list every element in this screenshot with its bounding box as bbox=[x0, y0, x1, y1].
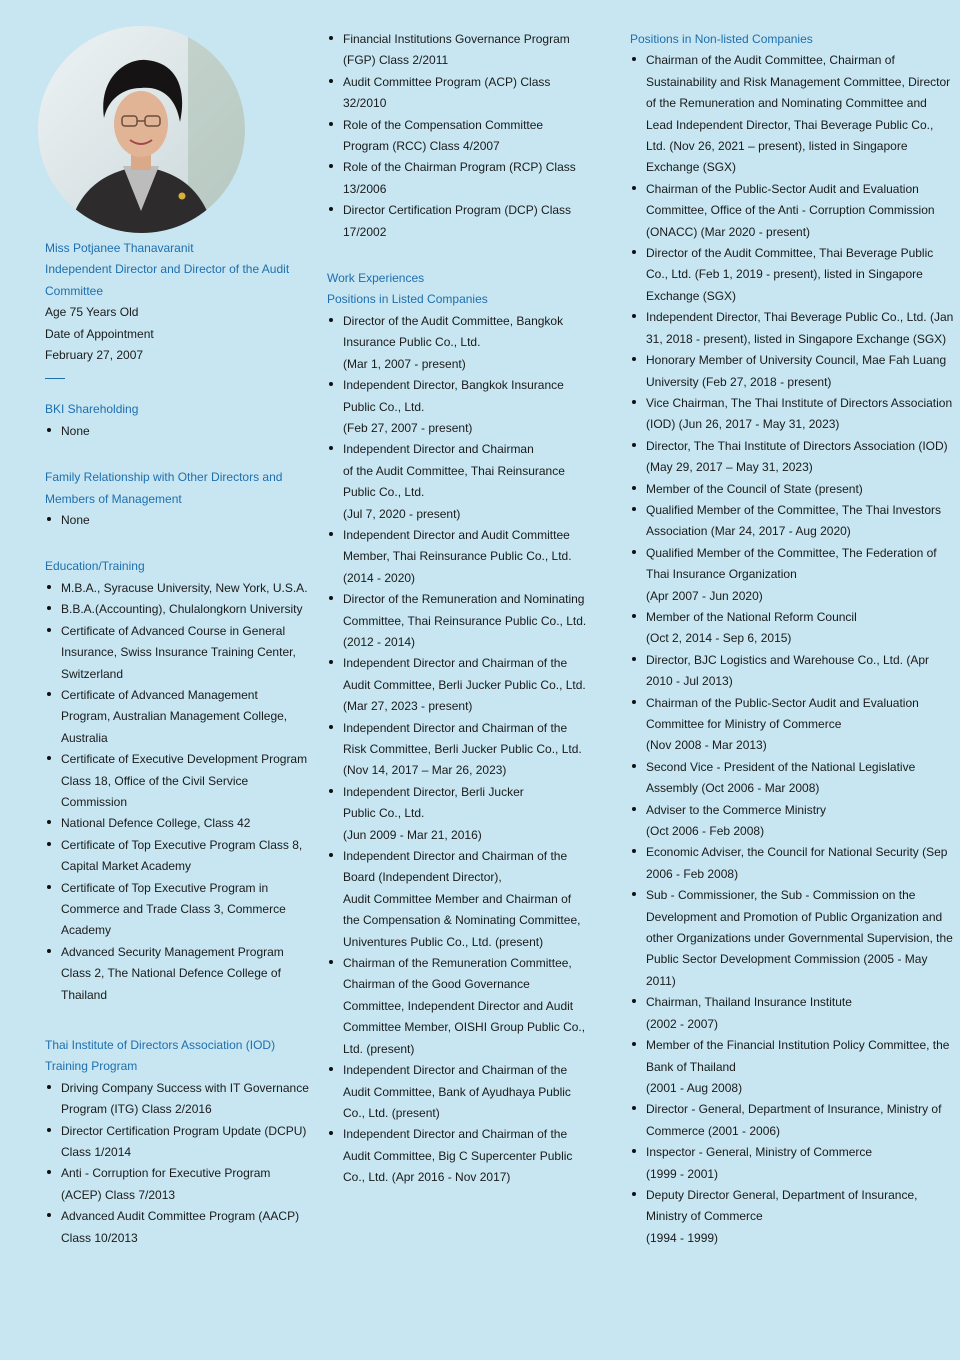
listed-positions-list bbox=[327, 311, 589, 1189]
director-position: Independent Director and Director of the Audit Committee bbox=[45, 262, 290, 298]
list-item: M.B.A., Syracuse University, New York, U.S.A. bbox=[45, 578, 310, 599]
list-item: Role of the Chairman Program (RCP) Class 13/2006 bbox=[327, 157, 589, 200]
list-item: Member of the National Reform Council (Oct 2, 2014 - Sep 6, 2015) bbox=[630, 607, 956, 650]
list-item: Second Vice - President of the National Legislative Assembly (Oct 2006 - Mar 2008) bbox=[630, 757, 956, 800]
list-item: Independent Director and Chairman of the Audit Committee, Thai Reinsurance Public Co., Ltd. (Jul 7, 2020 - present) bbox=[327, 439, 589, 525]
left-column bbox=[45, 0, 310, 1249]
list-item: National Defence College, Class 42 bbox=[45, 813, 310, 834]
list-item: Independent Director, Berli Jucker Public Co., Ltd. (Jun 2009 - Mar 21, 2016) bbox=[327, 782, 589, 846]
list-item: None bbox=[45, 510, 310, 531]
right-column bbox=[630, 29, 956, 1249]
list-item: Chairman of the Public-Sector Audit and Evaluation Committee for Ministry of Commerce (Nov 2008 - Mar 2013) bbox=[630, 693, 956, 757]
list-item: Audit Committee Program (ACP) Class 32/2010 bbox=[327, 72, 589, 115]
list-item: Advanced Audit Committee Program (AACP) Class 10/2013 bbox=[45, 1206, 310, 1249]
appointment-date: February 27, 2007 bbox=[45, 348, 144, 363]
list-item: Inspector - General, Ministry of Commerce (1999 - 2001) bbox=[630, 1142, 956, 1185]
education-heading: Education/Training bbox=[45, 559, 145, 574]
list-item: Independent Director and Chairman of the Audit Committee, Berli Jucker Public Co., Ltd. (Mar 27, 2023 - present) bbox=[327, 653, 589, 717]
list-item: Economic Adviser, the Council for National Security (Sep 2006 - Feb 2008) bbox=[630, 842, 956, 885]
list-item: Independent Director and Chairman of the Audit Committee, Bank of Ayudhaya Public Co., Ltd. (present) bbox=[327, 1060, 589, 1124]
list-item: Independent Director and Chairman of the Risk Committee, Berli Jucker Public Co., Ltd. (Nov 14, 2017 – Mar 26, 2023) bbox=[327, 718, 589, 782]
director-age: Age 75 Years Old bbox=[45, 305, 139, 320]
list-item: Independent Director and Chairman of the Audit Committee, Big C Supercenter Public Co., Ltd. (Apr 2016 - Nov 2017) bbox=[327, 1124, 589, 1188]
iod-list bbox=[45, 1078, 310, 1249]
list-item: Qualified Member of the Committee, The Thai Investors Association (Mar 24, 2017 - Aug 2020) bbox=[630, 500, 956, 543]
list-item: B.B.A.(Accounting), Chulalongkorn University bbox=[45, 599, 310, 620]
list-item: Director, The Thai Institute of Directors Association (IOD) (May 29, 2017 – May 31, 2023) bbox=[630, 436, 956, 479]
list-item: Director of the Audit Committee, Thai Beverage Public Co., Ltd. (Feb 1, 2019 - present), listed in Singapore Exchange (SGX) bbox=[630, 243, 956, 307]
list-item: Qualified Member of the Committee, The Federation of Thai Insurance Organization (Apr 2007 - Jun 2020) bbox=[630, 543, 956, 607]
nonlisted-positions-list bbox=[630, 50, 956, 1249]
list-item: Independent Director, Bangkok Insurance Public Co., Ltd. (Feb 27, 2007 - present) bbox=[327, 375, 589, 439]
list-item: Driving Company Success with IT Governance Program (ITG) Class 2/2016 bbox=[45, 1078, 310, 1121]
listed-heading: Positions in Listed Companies bbox=[327, 292, 488, 307]
section-divider bbox=[45, 378, 65, 379]
iod-list-continued bbox=[327, 29, 589, 243]
director-name: Miss Potjanee Thanavaranit bbox=[45, 241, 194, 255]
middle-column bbox=[327, 29, 589, 1189]
list-item: None bbox=[45, 421, 310, 442]
shareholding-list bbox=[45, 421, 310, 442]
list-item: Director, BJC Logistics and Warehouse Co., Ltd. (Apr 2010 - Jul 2013) bbox=[630, 650, 956, 693]
appointment-label: Date of Appointment bbox=[45, 326, 154, 341]
nonlisted-heading: Positions in Non-listed Companies bbox=[630, 32, 813, 46]
list-item: Director Certification Program Update (DCPU) Class 1/2014 bbox=[45, 1121, 310, 1164]
list-item: Deputy Director General, Department of Insurance, Ministry of Commerce (1994 - 1999) bbox=[630, 1185, 956, 1249]
list-item: Independent Director and Chairman of the Board (Independent Director), Audit Committee Member and Chairman of the Compensation & Nominating Committee, Univentures Public Co., Ltd. (present) bbox=[327, 846, 589, 953]
list-item: Director of the Audit Committee, Bangkok Insurance Public Co., Ltd. (Mar 1, 2007 - present) bbox=[327, 311, 589, 375]
list-item: Advanced Security Management Program Class 2, The National Defence College of Thailand bbox=[45, 942, 310, 1006]
iod-heading: Thai Institute of Directors Association (IOD) Training Program bbox=[45, 1038, 276, 1074]
list-item: Independent Director, Thai Beverage Public Co., Ltd. (Jan 31, 2018 - present), listed in Singapore Exchange (SGX) bbox=[630, 307, 956, 350]
list-item: Honorary Member of University Council, Mae Fah Luang University (Feb 27, 2018 - present) bbox=[630, 350, 956, 393]
list-item: Certificate of Executive Development Program Class 18, Office of the Civil Service Commission bbox=[45, 749, 310, 813]
list-item: Certificate of Top Executive Program in Commerce and Trade Class 3, Commerce Academy bbox=[45, 878, 310, 942]
list-item: Director Certification Program (DCP) Class 17/2002 bbox=[327, 200, 589, 243]
list-item: Director of the Remuneration and Nominating Committee, Thai Reinsurance Public Co., Ltd. (2012 - 2014) bbox=[327, 589, 589, 653]
list-item: Role of the Compensation Committee Program (RCC) Class 4/2007 bbox=[327, 115, 589, 158]
family-heading: Family Relationship with Other Directors and Members of Management bbox=[45, 470, 283, 506]
list-item: Chairman of the Audit Committee, Chairman of Sustainability and Risk Management Committee, Director of the Remuneration and Nominating Committee and Lead Independent Director, Thai Beverage Public Co., Ltd. (Nov 26, 2021 – present), listed in Singapore Exchange (SGX) bbox=[630, 50, 956, 178]
list-item: Independent Director and Audit Committee Member, Thai Reinsurance Public Co., Ltd. (2014 - 2020) bbox=[327, 525, 589, 589]
family-list bbox=[45, 510, 310, 531]
list-item: Chairman of the Remuneration Committee, Chairman of the Good Governance Committee, Independent Director and Audit Committee Member, OISHI Group Public Co., Ltd. (present) bbox=[327, 953, 589, 1060]
list-item: Director - General, Department of Insurance, Ministry of Commerce (2001 - 2006) bbox=[630, 1099, 956, 1142]
list-item: Certificate of Top Executive Program Class 8, Capital Market Academy bbox=[45, 835, 310, 878]
list-item: Certificate of Advanced Course in General Insurance, Swiss Insurance Training Center, Switzerland bbox=[45, 621, 310, 685]
shareholding-heading: BKI Shareholding bbox=[45, 402, 139, 417]
list-item: Member of the Financial Institution Policy Committee, the Bank of Thailand (2001 - Aug 2008) bbox=[630, 1035, 956, 1099]
list-item: Financial Institutions Governance Program (FGP) Class 2/2011 bbox=[327, 29, 589, 72]
education-list bbox=[45, 578, 310, 1006]
list-item: Vice Chairman, The Thai Institute of Directors Association (IOD) (Jun 26, 2017 - May 31, 2023) bbox=[630, 393, 956, 436]
list-item: Sub - Commissioner, the Sub - Commission on the Development and Promotion of Public Organization and other Organizations under Governmental Supervision, the Public Sector Development Commission (2005 - May 2011) bbox=[630, 885, 956, 992]
list-item: Member of the Council of State (present) bbox=[630, 479, 956, 500]
list-item: Anti - Corruption for Executive Program (ACEP) Class 7/2013 bbox=[45, 1163, 310, 1206]
list-item: Certificate of Advanced Management Program, Australian Management College, Australia bbox=[45, 685, 310, 749]
list-item: Chairman, Thailand Insurance Institute (2002 - 2007) bbox=[630, 992, 956, 1035]
list-item: Adviser to the Commerce Ministry (Oct 2006 - Feb 2008) bbox=[630, 800, 956, 843]
work-heading: Work Experiences bbox=[327, 271, 425, 286]
list-item: Chairman of the Public-Sector Audit and Evaluation Committee, Office of the Anti - Corruption Commission (ONACC) (Mar 2020 - present) bbox=[630, 179, 956, 243]
